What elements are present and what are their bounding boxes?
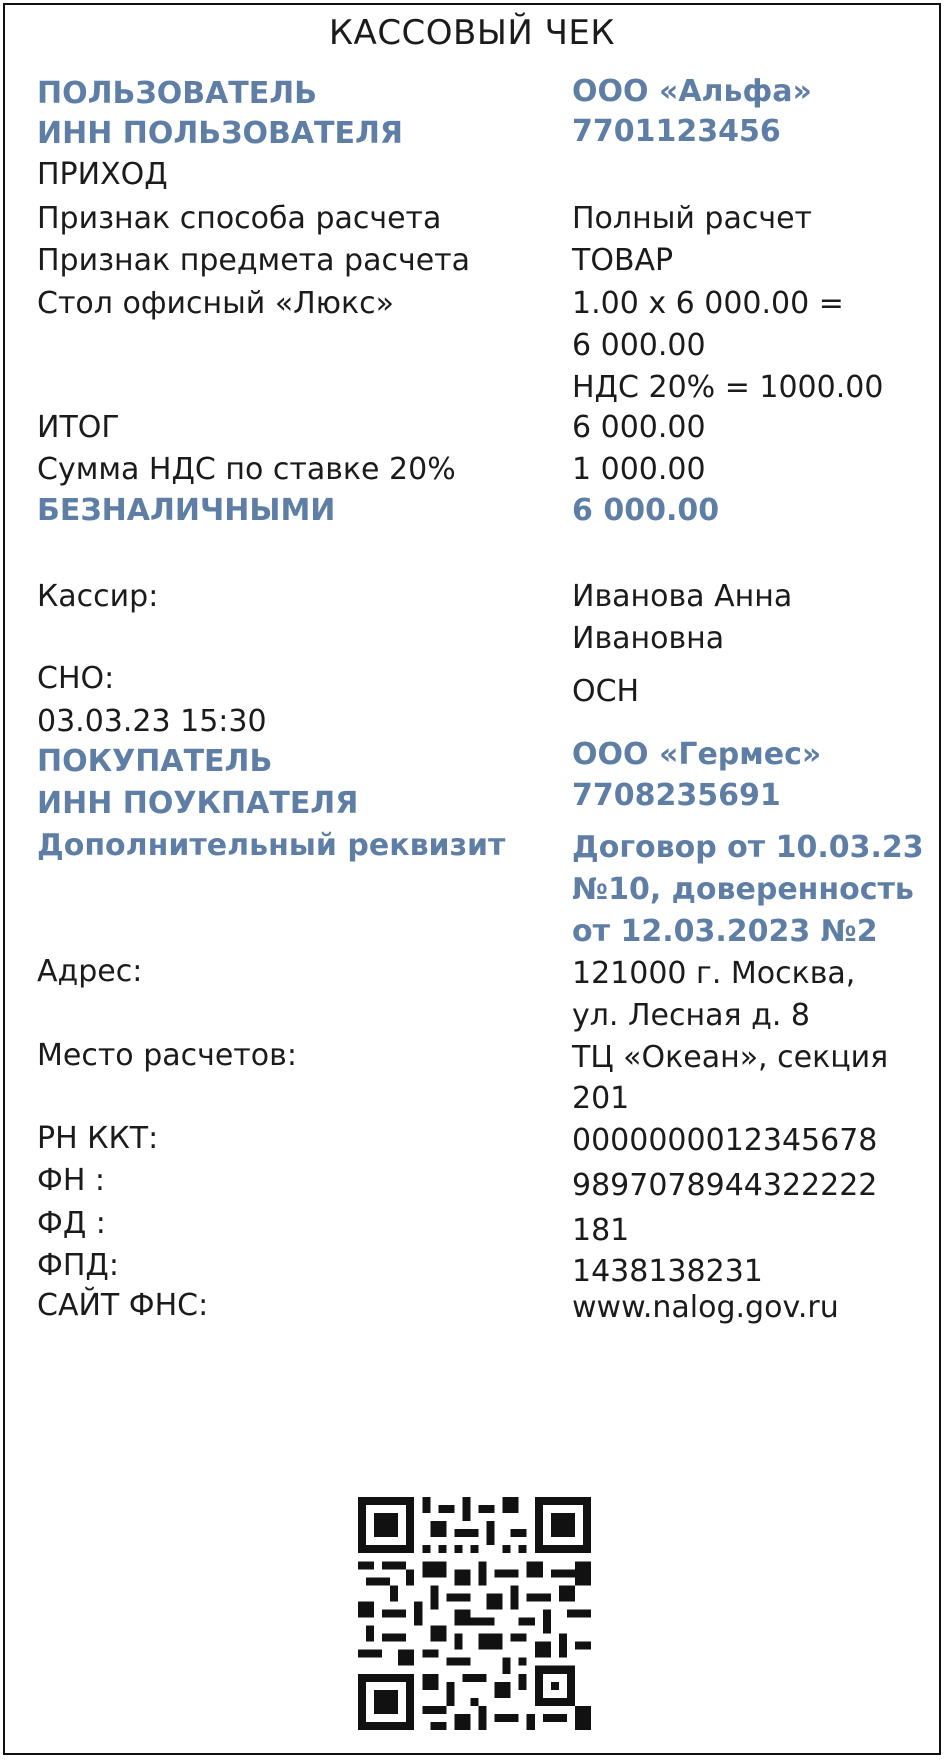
- fd-value: 181: [572, 1213, 630, 1248]
- vat-sum-label: Сумма НДС по ставке 20%: [37, 452, 456, 487]
- fd-label: ФД :: [37, 1206, 106, 1241]
- buyer-inn-label: ИНН ПОУКПАТЕЛЯ: [37, 786, 359, 821]
- fpd-value: 1438138231: [572, 1254, 763, 1289]
- rn-kkt-label: РН ККТ:: [37, 1121, 159, 1156]
- address-line2: ул. Лесная д. 8: [572, 998, 810, 1033]
- cashier-label: Кассир:: [37, 579, 159, 614]
- extra-requisite-line1: Договор от 10.03.23: [572, 830, 924, 865]
- fn-value: 9897078944322222: [572, 1168, 878, 1203]
- total-value: 6 000.00: [572, 410, 706, 445]
- user-label: ПОЛЬЗОВАТЕЛЬ: [37, 76, 318, 111]
- fns-site-label: САЙТ ФНС:: [37, 1288, 209, 1323]
- receipt-datetime: 03.03.23 15:30: [37, 704, 267, 739]
- payment-subject-label: Признак предмета расчета: [37, 243, 471, 278]
- extra-requisite-line3: от 12.03.2023 №2: [572, 914, 878, 949]
- payment-method-value: Полный расчет: [572, 201, 812, 236]
- qr-code-icon: [358, 1497, 591, 1730]
- address-label: Адрес:: [37, 954, 143, 989]
- address-line1: 121000 г. Москва,: [572, 956, 856, 991]
- buyer-inn-value: 7708235691: [572, 778, 781, 813]
- tax-system-label: СНО:: [37, 661, 115, 696]
- user-inn-value: 7701123456: [572, 114, 781, 149]
- cashier-name-line2: Ивановна: [572, 621, 725, 656]
- payment-method-label: Признак способа расчета: [37, 201, 442, 236]
- vat-sum-value: 1 000.00: [572, 452, 706, 487]
- extra-requisite-line2: №10, доверенность: [572, 872, 914, 907]
- item-name: Стол офисный «Люкс»: [37, 286, 394, 321]
- cashless-value: 6 000.00: [572, 493, 720, 528]
- fns-site-value: www.nalog.gov.ru: [572, 1290, 839, 1325]
- tax-system-value: ОСН: [572, 674, 640, 709]
- place-line1: ТЦ «Океан», секция: [572, 1040, 889, 1075]
- buyer-value: ООО «Гермес»: [572, 737, 822, 772]
- user-value: ООО «Альфа»: [572, 74, 812, 109]
- item-vat: НДС 20% = 1000.00: [572, 370, 884, 405]
- item-calc-line1: 1.00 x 6 000.00 =: [572, 286, 844, 321]
- operation-type: ПРИХОД: [37, 157, 168, 192]
- receipt: [3, 3, 941, 1755]
- extra-requisite-label: Дополнительный реквизит: [37, 828, 506, 863]
- cashless-label: БЕЗНАЛИЧНЫМИ: [37, 493, 336, 528]
- buyer-label: ПОКУПАТЕЛЬ: [37, 744, 273, 779]
- fn-label: ФН :: [37, 1163, 106, 1198]
- item-calc-line2: 6 000.00: [572, 328, 706, 363]
- receipt-title: КАССОВЫЙ ЧЕК: [328, 13, 616, 53]
- rn-kkt-value: 0000000012345678: [572, 1123, 878, 1158]
- payment-subject-value: ТОВАР: [572, 243, 674, 278]
- cashier-name-line1: Иванова Анна: [572, 579, 793, 614]
- fpd-label: ФПД:: [37, 1248, 119, 1283]
- place-label: Место расчетов:: [37, 1038, 297, 1073]
- user-inn-label: ИНН ПОЛЬЗОВАТЕЛЯ: [37, 116, 404, 151]
- total-label: ИТОГ: [37, 410, 120, 445]
- place-line2: 201: [572, 1081, 630, 1116]
- qr-code-graphic: [358, 1497, 591, 1730]
